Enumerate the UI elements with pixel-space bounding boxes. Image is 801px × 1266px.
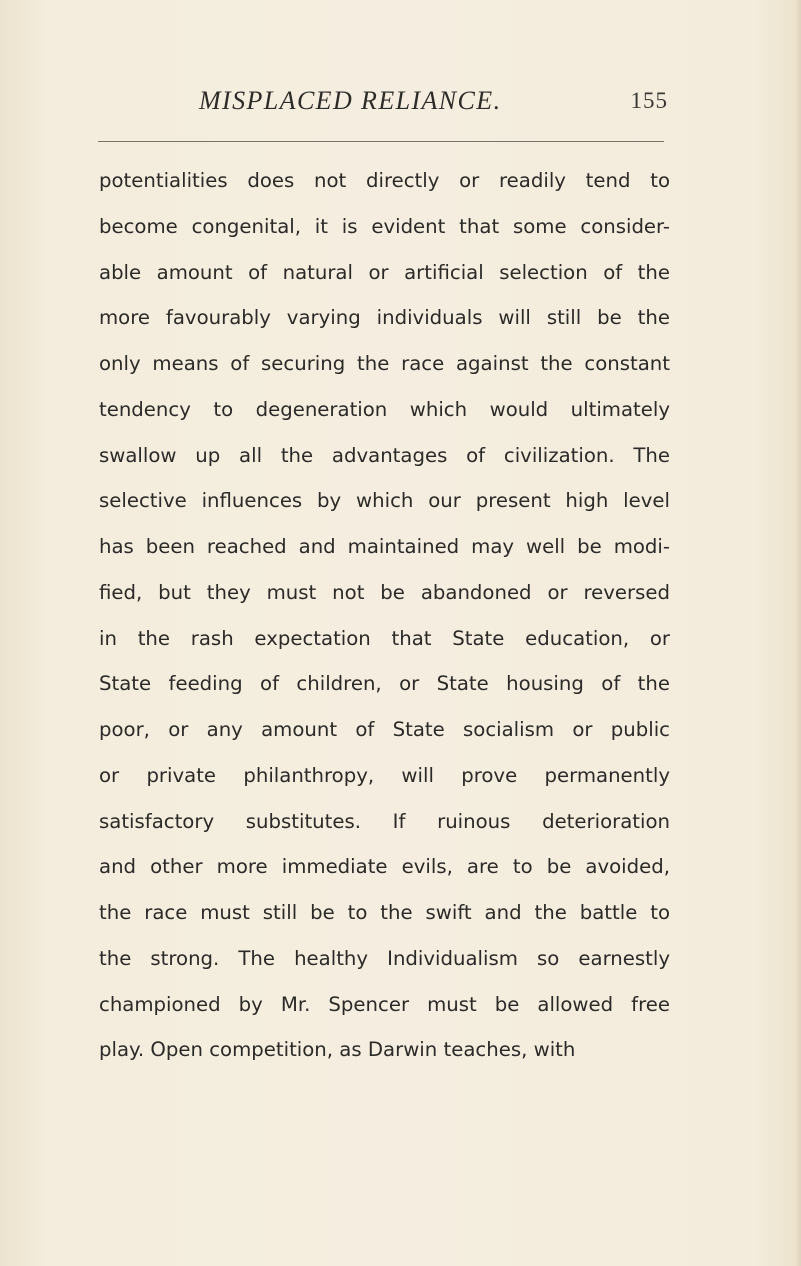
text-line: more favourably varying individuals will still be the bbox=[99, 306, 670, 330]
text-line: swallow up all the advantages of civilization. The bbox=[99, 443, 670, 467]
text-line: selective influences by which our present high level bbox=[99, 489, 670, 513]
text-line: play. Open competition, as Darwin teaches, with bbox=[99, 1038, 576, 1062]
header-rule bbox=[98, 141, 664, 142]
page-edge-shadow bbox=[795, 0, 801, 1266]
text-line: only means of securing the race against the constant bbox=[99, 352, 670, 375]
text-line: the strong. The healthy Individualism so earnestly bbox=[99, 946, 670, 970]
text-line: in the rash expectation that State education, or bbox=[99, 626, 670, 650]
text-line: tendency to degeneration which would ultimately bbox=[99, 397, 670, 421]
text-line: or private philanthropy, will prove permanently bbox=[99, 763, 670, 787]
text-line: championed by Mr. Spencer must be allowed free bbox=[99, 992, 670, 1016]
body-text bbox=[99, 158, 670, 1073]
text-line: has been reached and maintained may well be modi- bbox=[99, 535, 670, 558]
text-line: become congenital, it is evident that some consider- bbox=[99, 214, 670, 238]
running-head bbox=[99, 86, 666, 126]
text-line: fied, but they must not be abandoned or reversed bbox=[99, 580, 670, 604]
text-line: the race must still be to the swift and the battle to bbox=[99, 901, 670, 924]
text-line: satisfactory substitutes. If ruinous deterioration bbox=[99, 809, 670, 833]
text-line: and other more immediate evils, are to be avoided, bbox=[99, 855, 670, 879]
text-line: potentialities does not directly or readily tend to bbox=[99, 169, 670, 192]
text-line: State feeding of children, or State housing of the bbox=[99, 672, 670, 696]
running-title: MISPLACED RELIANCE. bbox=[199, 86, 502, 115]
page-number: 155 bbox=[630, 88, 668, 113]
text-line: able amount of natural or artificial selection of the bbox=[99, 260, 670, 284]
text-line: poor, or any amount of State socialism or public bbox=[99, 718, 670, 741]
